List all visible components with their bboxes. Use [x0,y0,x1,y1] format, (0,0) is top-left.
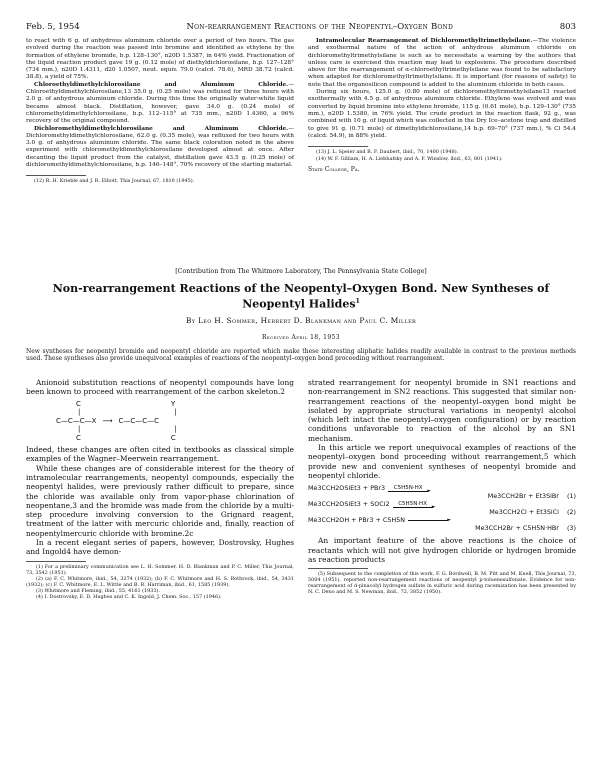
paragraph: Anionoid substitution reactions of neopentyl compounds have long been known to proceed with rearrangement of the carbon skeleton.2 [26,378,294,397]
paragraph: Dichloromethyldimethylchlorosilane and Aluminum Chloride.—Dichloromethyldimethylchlorosilane, 62.0 g. (0.35 mole), was refluxed for two hours with 3.0 g. of anhydrous aluminum chloride. The same black coloration noted in the above experiment with chloromethyldimethylchlorosilane developed almost at once. After decanting the liquid product from the catalyst, distillation gave 43.5 g. (0.25 mole) of dichloromethyldimethylchlorosilane, b.p. 146–148°, 70% recovery of the starting material. [26,125,294,169]
place: State College, Pa. [308,166,360,174]
section-heading: Dichloromethyldimethylchlorosilane and Aluminum Chloride. [34,125,289,132]
top-left-column [26,38,294,185]
footnotes: (1) For a preliminary communication see L. H. Sommer, H. D. Blankman and P. C. Miller, This Journal, 73, 3542 (1951). (2) (a) F. C. Whitmore, ibid., 54, 3274 (1932); (b) F. C. Whitmore and H. S. Rothrock, ibid., 54, 3431 (1932); (c) F. C. Whitmore, E. L. Wittle and B. R. Harriman, ibid., 61, 1585 (1939). (3) Whitmore and Fleming, ibid., 55, 4161 (1933). (4) I. Dostrovsky, E. D. Hughes and C. K. Ingold, J. Chem. Soc., 157 (1946). [26,563,294,600]
equation-3: Me3CCH2OH + PBr3 + C5H5N ► [308,516,576,524]
paragraph: strated rearrangement for neopentyl bromide in SN1 reactions and non-rearrangement in SN2 reactions. This suggested that similar non-rearrangement reactions of the neopentyl–oxygen bond might be isolated by appropriate structural variations in neopentyl alcohol (which left intact the neopentyl–oxygen configuration) or by reaction conditions unfavorable to reaction of the alcohol by an SN1 mechanism. [308,378,576,443]
header-date: Feb. 5, 1954 [26,22,80,32]
paragraph: An important feature of the above reactions is the choice of reactants which will not give hydrogen chloride or hydrogen bromide as reaction products [308,536,576,564]
footnote-rule [308,568,368,569]
body-left-column [26,378,294,600]
paragraph: In a recent elegant series of papers, however, Dostrovsky, Hughes and Ingold4 have demon- [26,538,294,557]
received-date: Received April 18, 1953 [261,334,341,341]
footnote-rule [308,146,368,147]
paragraph: During six hours, 125.0 g. (0.80 mole) of dichloromethyltrimethylsilane13 reacted exothermally with 4.5 g. of anhydrous aluminum chloride. Ethylene was evolved and was converted by liquid bromine into ethylene bromide, 115 g. (0.61 mole), b.p. 129–130° (735 mm.), n20D 1.5380, in 76% yield. The crude product in the reaction flask, 92 g., was combined with 10 g. of liquid which was collected in the Dry Ice–acetone trap and distilled to give 91 g. (0.71 mole) of dimethyldichlorosilane,14 b.p. 69–70° (737 mm.), % Cl 54.4 (calcd. 54.9), in 88% yield. [308,89,576,139]
paragraph: Indeed, these changes are often cited in textbooks as classical simple examples of the Wagner–Meerwein rearrangement. [26,445,294,464]
footnote: (12) R. H. Krieble and J. R. Elliott, This Journal, 67, 1810 (1945). [34,178,195,185]
contribution-line: [Contribution from The Whitmore Laboratory, The Pennsylvania State College] [175,268,427,275]
paragraph: Intramolecular Rearrangement of Dichloromethyltrimethylsilane.—The violence and exothermal nature of the action of anhydrous aluminum chloride on dichloromethyltrimethylsilane is such as to necessitate a warning by the authors that unless care is exercised this reaction may lead to explosions. The procedure described above for the rearrangement of α-chloroethyltrimethylsilane was found to be satisfactory when adapted for dichloromethyltrimethylsilane. It is important (for reasons of safety) to note that the organosilicon compound is added to the aluminum chloride in both cases. [308,38,576,88]
equation-2: Me3CCH2OSiEt3 + SOCl2 C5H5N·HX ► [308,500,576,508]
footnotes: (5) Subsequent to the completion of this work, F. G. Bordwell, B. M. Pitt and M. Knell, This Journal, 73, 5004 (1951), reported non-rearrangement reactions of neopentyl p-toluenesulfonate. Evidence for non-rearrangement of d-pinacolyl hydrogen sulfate in sulfuric acid during racemization has been presented by N. C. Deno and M. S. Newman, ibid., 72, 3852 (1950). [308,571,576,596]
article-title: Non-rearrangement Reactions of the Neopentyl–Oxygen Bond. New Syntheses of Neopentyl Halides$^1$ [52,282,550,311]
abstract: New syntheses for neopentyl bromide and neopentyl chloride are reported which make these interesting aliphatic halides readily available in contrast to the previous methods used. These syntheses also provide unequivocal examples of reactions of the neopentyl–oxygen bond proceeding without rearrangement. [26,348,576,363]
header-title: Non-rearrangement Reactions of the Neopentyl–Oxygen Bond [186,22,454,32]
authors: By Leo H. Sommer, Herbert D. Blankman and Paul C. Miller [185,316,417,325]
equation-1: Me3CCH2OSiEt3 + PBr3 C5H5N·HX ► [308,484,576,492]
footnote-rule [26,561,86,562]
rearrangement-scheme: C Y | | C—C—C—X ⟶ C—C—C—C | | C C [56,399,177,442]
top-right-column [308,38,576,173]
section-heading: Intramolecular Rearrangement of Dichloromethyltrimethylsilane. [316,38,533,44]
footnote-rule [26,175,86,176]
paragraph: In this article we report unequivocal examples of reactions of the neopentyl–oxygen bond proceeding without rearrangement,5 which provide new and convenient syntheses of neopentyl bromide and neopentyl chloride. [308,443,576,480]
section-heading: Chloroethyldimethylchlorosilane and Aluminum Chloride. [34,81,289,88]
footnotes: (13) J. L. Speier and B. F. Daubert, ibid., 70, 1400 (1948). (14) W. F. Gilliam, H. A. Liebhafsky and A. F. Winslow, ibid., 63, 801 (1941). [316,149,503,163]
paragraph: Chloroethyldimethylchlorosilane and Aluminum Chloride.—Chloroethyldimethylchlorosilane,13 35.0 g. (0.25 mole) was refluxed for three hours with 2.0 g. of anhydrous aluminum chloride. During this time the originally water-white liquid became almost black. Distillation, however, gave 34.0 g. (0.24 mole) of chloromethyldimethylchlorosilane, b.p. 112–115° at 735 mm., n20D 1.4360, a 96% recovery of the original compound. [26,81,294,125]
running-header [26,22,576,32]
paragraph: to react with 6 g. of anhydrous aluminum chloride over a period of two hours. The gas evolved during the reaction was passed into bromine and identified as ethylene by the formation of ethylene bromide, b.p. 128–130°, n20D 1.5387, in 64% yield. Fractionation of the liquid reaction product gave 19 g. (0.12 mole) of diethyldichlorosilane, b.p. 127–128° (734 mm.), n20D 1.4311, d20 1.0507, neut. equiv. 79.0 (calcd. 78.6), MRD 38.72 (calcd. 38.8), a yield of 75%. [26,38,294,81]
body-right-column [308,378,576,595]
paragraph: While these changes are of considerable interest for the theory of intramolecular rearrangements, neopentyl compounds, especially the neopentyl halides, were previously rather difficult to prepare, since the chloride was available only from vapor-phase chlorination of neopentane,3 and the bromide was made from the chloride by a multi-step procedure involving conversion to the Grignard reagent, treatment of the latter with mercuric chloride and, finally, reaction of neopentylmercuric chloride with bromine.2c [26,463,294,538]
equations: Me3CCH2OSiEt3 + PBr3 C5H5N·HX ► Me3CCH2Br + Et3SiBr (1) Me3CCH2OSiEt3 + SOCl2 C5H5N·HX ► Me3CCH2Cl + Et3SiCl (2) Me3CCH2OH + PBr3 + C5H5N ► Me3CCH2Br + C5H5N·HBr (3) [308,484,576,532]
page-number: 803 [559,22,576,32]
